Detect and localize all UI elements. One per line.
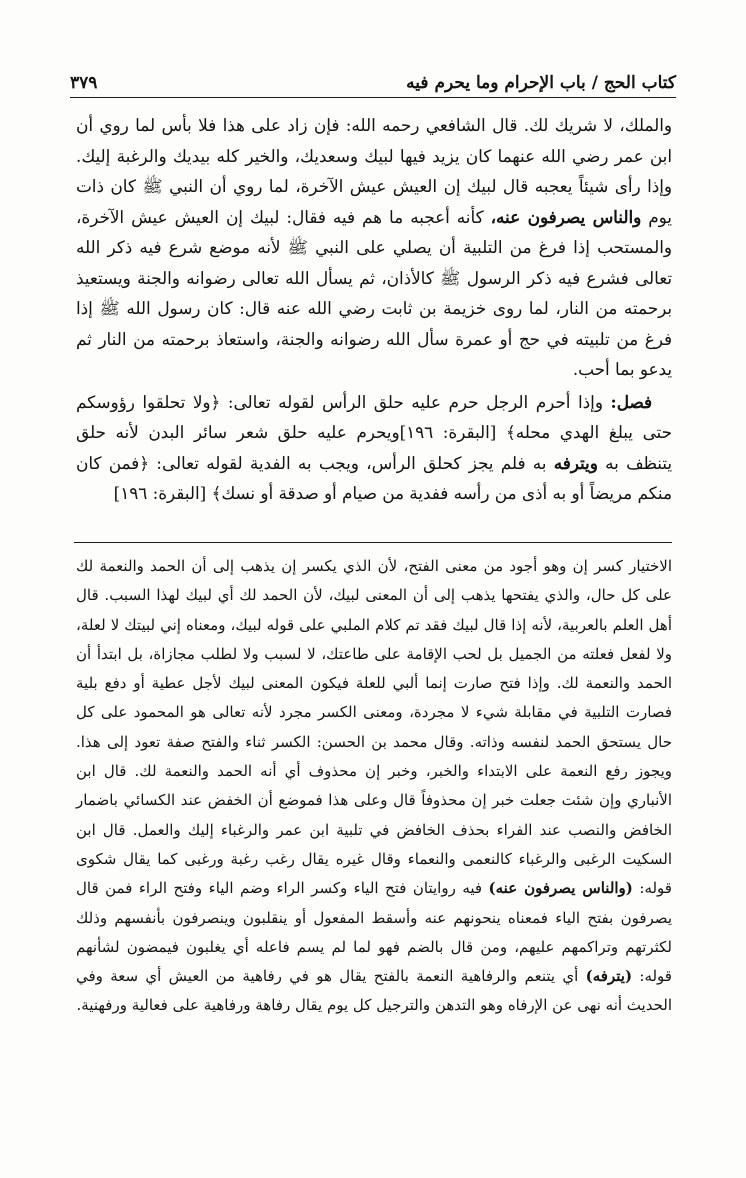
main-paragraph-1-text: والملك، لا شريك لك. قال الشافعي رحمه الله: فإن زاد على هذا فلا بأس لما روي أن ابن عمر رضي الله عنهما كان يزيد فيها لبيك وسعديك، والخير كله بيديك والرغبة إليك. وإذا رأى شيئاً يعجبه قال لبيك إن العيش عيش الآخرة، لما روي أن النبي ﷺ كان ذات يوم [76,115,672,227]
footnote-bold-yatarraf: (يترفه) [585,967,633,986]
main-paragraph-2 [76,387,672,509]
bold-phrase-people: والناس يصرفون عنه، [490,206,642,227]
page-header [70,62,676,98]
main-paragraph-2-text-b: به فلم يجز كحلق الرأس، ويجب به الفدية لقوله تعالى: ﴿فمن كان منكم مريضاً أو به أذى من رأسه ففدية من صيام أو صدقة أو نسك﴾ [البقرة: ١٩٦] [76,452,672,503]
footnote-text-c: أي يتنعم والرفاهية النعمة بالفتح يقال هو في رفاهية من العيش أي سعة وفي الحديث أنه نهى عن الإرفاه وهو التدهن والترجيل كل يوم يقال رفاهة ورفاهية على فعالية ورفهنية. [76,967,672,1015]
footnote-divider [74,542,672,543]
main-paragraph-1 [76,110,672,385]
main-text [76,110,672,509]
footnote-text [76,552,672,1021]
running-head: كتاب الحج / باب الإحرام وما يحرم فيه [406,72,676,93]
section-label: فصل: [610,391,652,412]
footnote-text-b: فيه روايتان فتح الياء وكسر الراء وضم الياء وفتح الراء فمن قال يصرفون بفتح الياء فمعناه ينحونهم عنه وأسقط المفعول أو ينقلبون وينصرفون بأنفسهم وذلك لكثرتهم وتراكمهم عليهم، ومن قال بالضم فهو لما لم يسم فاعله أي يغلبون فيمضون لشأنهم قوله: [76,879,672,986]
footnote-text-a: الاختيار كسر إن وهو أجود من معنى الفتح، لأن الذي يكسر إن يذهب إلى أن الحمد والنعمة لك على كل حال، والذي يفتحها يذهب إلى أن المعنى لبيك، لأن الحمد لك أي لبيك لهذا السبب. قال أهل العلم بالعربية، لأنه إذا قال لبيك فقد تم كلام الملبي على قوله لبيك، ومعناه إني لبيتك لا لعلة، ولا لفعل فعلته من الجميل بل لحب الإقامة على طاعتك، لا لسبب ولا لطلب مجازاة، بل ابتدأ أن الحمد والنعمة لك. وإذا فتح صارت إنما ألبي للعلة فيكون المعنى لبيك لأجل عطية أو دفع بلية فصارت التلبية في مقابلة شيء لا مجردة، ومعنى الكسر مجرد لأنه تعالى هو المحمود على كل حال يستحق الحمد لنفسه وذاته. وقال محمد بن الحسن: الكسر ثناء والفتح صفة تعود إلى هذا. ويجوز رفع النعمة على الابتداء والخبر، وخبر إن محذوف أي أنه الحمد والنعمة لك. قال ابن الأنباري وإن شئت جعلت خبر إن محذوفاً قال وعلى هذا فموضع أن الخفض عند الكسائي باضمار الخافض والنصب عند الفراء بحذف الخافض في تلبية ابن عمر والرغباء إليك والعمل. قال ابن السكيت الرغبى والرغباء كالنعمى والنعماء وقال غيره يقال رغب رغبة ورغبى كما يقال شكوى قوله: [76,557,672,898]
footnote-bold-people: (والناس يصرفون عنه) [488,879,633,898]
main-paragraph-1-end: كأنه أعجبه ما هم فيه فقال: لبيك إن العيش عيش الآخرة، والمستحب إذا فرغ من التلبية أن يصلي على النبي ﷺ لأنه موضع شرع فيه ذكر الله تعالى فشرع فيه ذكر الرسول ﷺ كالأذان، ثم يسأل الله تعالى رضوانه والجنة ويستعيذ برحمته من النار، لما روى خزيمة بن ثابت رضي الله عنه قال: كان رسول الله ﷺ إذا فرغ من تلبيته في حج أو عمرة سأل الله رضوانه والجنة، واستعاذ برحمته من النار ثم يدعو بما أحب. [76,206,672,379]
bold-word-yatarraf: ويترفه [553,452,598,473]
main-paragraph-2-text-a: وإذا أحرم الرجل حرم عليه حلق الرأس لقوله تعالى: ﴿ولا تحلقوا رؤوسكم حتى يبلغ الهدي محله﴾ [البقرة: ١٩٦]ويحرم عليه حلق شعر سائر البدن لأنه حلق يتنظف به [76,391,673,473]
page-number: ٣٧٩ [70,72,98,93]
footnote-paragraph [76,552,672,1021]
